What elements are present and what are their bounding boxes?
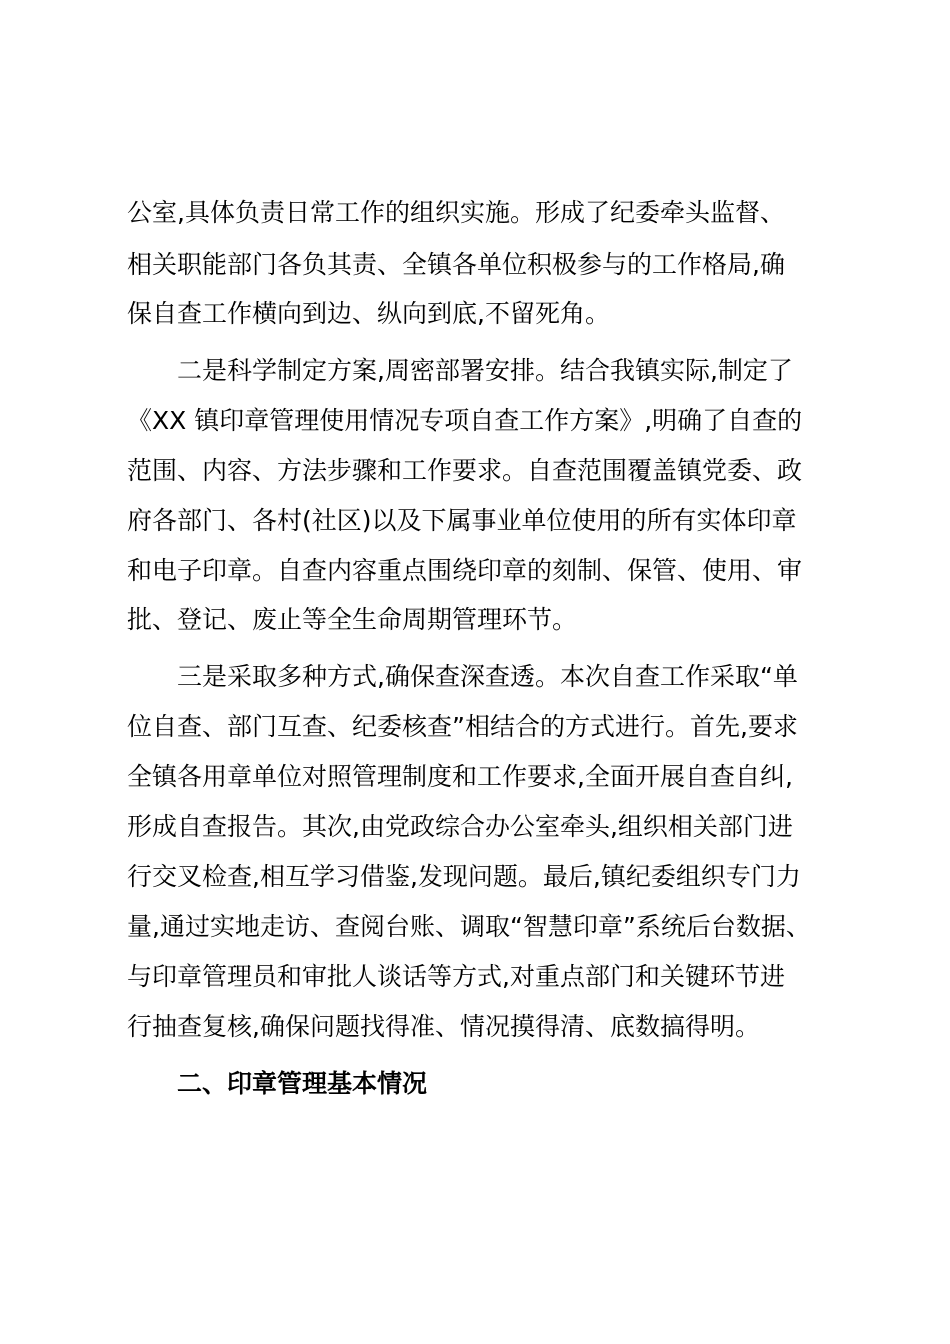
paragraph-1-line-2: 相关职能部门各负其责、全镇各单位积极参与的工作格局,确 bbox=[127, 250, 785, 279]
paragraph-3-line-1: 三是采取多种方式,确保查深查透。本次自查工作采取“单 bbox=[177, 662, 798, 691]
paragraph-2-line-6: 批、登记、废止等全生命周期管理环节。 bbox=[127, 605, 578, 634]
paragraph-3-line-4: 形成自查报告。其次,由党政综合办公室牵头,组织相关部门进 bbox=[127, 812, 793, 841]
paragraph-2-line-1: 二是科学制定方案,周密部署安排。结合我镇实际,制定了 bbox=[177, 356, 793, 385]
paragraph-3-line-2: 位自查、部门互查、纪委核查”相结合的方式进行。首先,要求 bbox=[127, 712, 798, 741]
paragraph-1-line-1: 公室,具体负责日常工作的组织实施。形成了纪委牵头监督、 bbox=[127, 198, 785, 227]
section-heading: 二、印章管理基本情况 bbox=[177, 1069, 428, 1098]
paragraph-3-line-6: 量,通过实地走访、查阅台账、调取“智慧印章”系统后台数据、 bbox=[127, 912, 811, 941]
paragraph-3-line-8: 行抽查复核,确保问题找得准、情况摸得清、底数搞得明。 bbox=[127, 1012, 760, 1041]
paragraph-2-line-4: 府各部门、各村(社区)以及下属事业单位使用的所有实体印章 bbox=[127, 506, 797, 535]
paragraph-2-line-5: 和电子印章。自查内容重点围绕印章的刻制、保管、使用、审 bbox=[127, 556, 803, 585]
paragraph-3-line-5: 行交叉检查,相互学习借鉴,发现问题。最后,镇纪委组织专门力 bbox=[127, 862, 801, 891]
paragraph-2-line-2: 《XX 镇印章管理使用情况专项自查工作方案》,明确了自查的 bbox=[127, 406, 803, 435]
paragraph-3-line-7: 与印章管理员和审批人谈话等方式,对重点部门和关键环节进 bbox=[127, 962, 785, 991]
paragraph-1-line-3: 保自查工作横向到边、纵向到底,不留死角。 bbox=[127, 299, 610, 328]
paragraph-3-line-3: 全镇各用章单位对照管理制度和工作要求,全面开展自查自纠, bbox=[127, 762, 793, 791]
paragraph-2-line-3: 范围、内容、方法步骤和工作要求。自查范围覆盖镇党委、政 bbox=[127, 456, 803, 485]
